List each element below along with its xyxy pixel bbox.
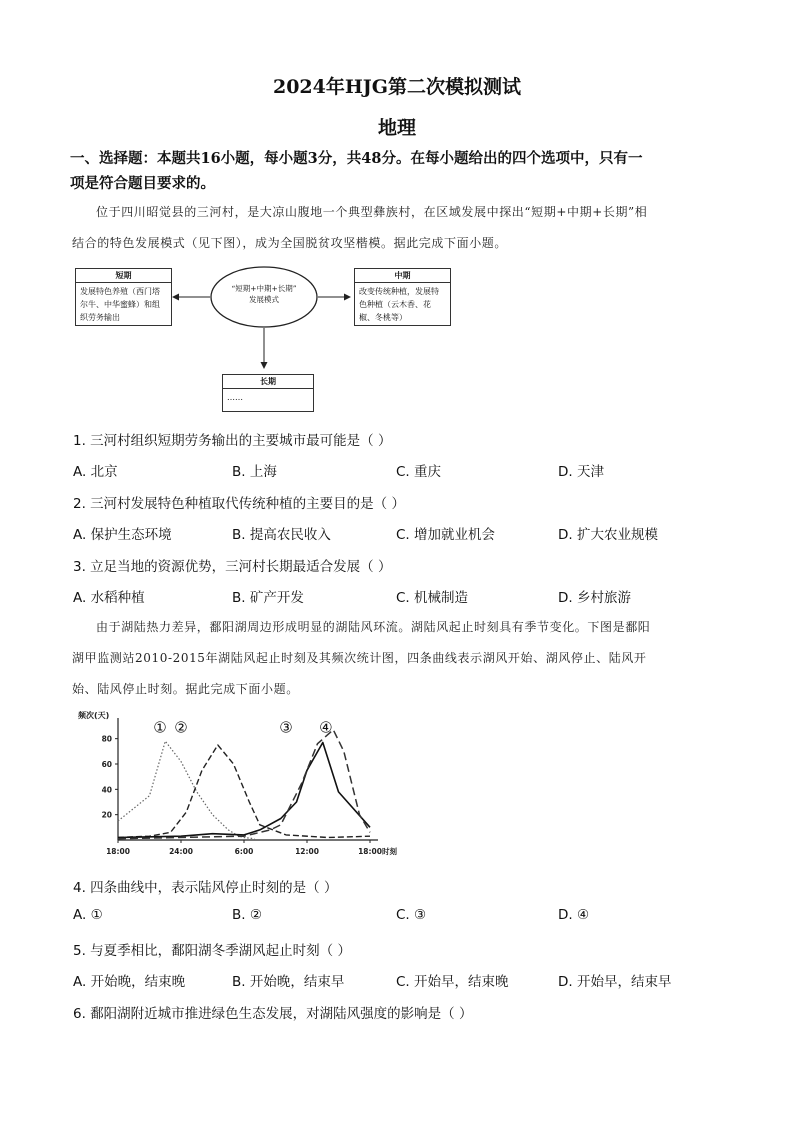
x-tick-label: 18:00 [106, 847, 130, 856]
y-tick-label: 20 [101, 810, 112, 820]
series-label-1: ① [153, 718, 167, 737]
short-term-title: 短期 [76, 269, 171, 283]
q4-option-d: D. ④ [558, 907, 590, 923]
q1-option-d: D. 天津 [558, 464, 604, 480]
q3-option-d: D. 乡村旅游 [558, 590, 631, 606]
diagram-arrows [0, 0, 794, 420]
series-line-1 [118, 741, 255, 839]
question-2: 2. 三河村发展特色种植取代传统种植的主要目的是（ ） [73, 496, 405, 512]
y-tick-label: 40 [101, 785, 112, 795]
passage2-line2: 湖甲监测站2010-2015年湖陆风起止时刻及其频次统计图，四条曲线表示湖风开始、湖风停止、陆风开 [72, 651, 647, 665]
passage1-line2: 结合的特色发展模式（见下图），成为全国脱贫攻坚楷模。据此完成下面小题。 [72, 236, 508, 250]
chart-series [118, 730, 370, 839]
series-label-3: ③ [279, 718, 293, 737]
center-label: “短期+中期+长期” 发展模式 [231, 284, 297, 304]
q2-option-c: C. 增加就业机会 [396, 527, 496, 543]
mid-term-box [354, 268, 451, 326]
q5-option-d: D. 开始早，结束早 [558, 974, 672, 990]
q4-option-b: B. ② [232, 907, 262, 923]
x-tick-label: 6:00 [234, 847, 254, 856]
y-axis-label: 频次(天) [78, 711, 110, 720]
series-line-4 [118, 730, 370, 839]
short-term-body: 发展特色养殖（西门塔尔牛、中华蜜蜂）和组织劳务输出 [80, 287, 160, 322]
lake-land-breeze-chart [70, 708, 410, 863]
passage2-line3: 始、陆风停止时刻。据此完成下面小题。 [72, 682, 299, 696]
q1-option-a: A. 北京 [73, 464, 118, 480]
q5-option-b: B. 开始晚，结束早 [232, 974, 345, 990]
series-line-2 [118, 745, 370, 838]
question-5: 5. 与夏季相比，鄱阳湖冬季湖风起止时刻（ ） [73, 943, 351, 959]
series-label-2: ② [174, 718, 188, 737]
x-tick-label: 24:00 [169, 847, 193, 856]
q2-option-b: B. 提高农民收入 [232, 527, 331, 543]
q5-option-c: C. 开始早，结束晚 [396, 974, 509, 990]
question-4: 4. 四条曲线中，表示陆风停止时刻的是（ ） [73, 880, 338, 896]
q3-option-a: A. 水稻种植 [73, 590, 145, 606]
y-tick-label: 80 [101, 734, 112, 744]
subject-title: 地理 [377, 117, 416, 139]
q1-option-b: B. 上海 [232, 464, 277, 480]
mid-term-title: 中期 [355, 269, 450, 283]
q4-option-a: A. ① [73, 907, 103, 923]
series-line-3 [118, 743, 370, 838]
q3-option-c: C. 机械制造 [396, 590, 469, 606]
short-term-box [75, 268, 172, 326]
section-heading-line1: 一、选择题：本题共16小题，每小题3分，共48分。在每小题给出的四个选项中，只有一 [70, 150, 643, 167]
question-6: 6. 鄱阳湖附近城市推进绿色生态发展，对湖陆风强度的影响是（ ） [73, 1006, 473, 1022]
series-label-4: ④ [319, 718, 333, 737]
passage2-line1: 由于湖陆热力差异，鄱阳湖周边形成明显的湖陆风环流。湖陆风起止时刻具有季节变化。下图是鄱阳 [96, 620, 651, 634]
x-axis-label: 时刻 [382, 847, 397, 856]
q3-option-b: B. 矿产开发 [232, 590, 304, 606]
q1-option-c: C. 重庆 [396, 464, 442, 480]
page-title: 2024年HJG第二次模拟测试 [272, 76, 522, 98]
long-term-box [222, 374, 314, 412]
q5-option-a: A. 开始晚，结束晚 [73, 974, 186, 990]
q4-option-c: C. ③ [396, 907, 427, 923]
q2-option-a: A. 保护生态环境 [73, 527, 172, 543]
y-tick-label: 60 [101, 760, 112, 769]
long-term-body: …… [227, 393, 243, 402]
section-heading-line2: 项是符合题目要求的。 [70, 175, 215, 192]
x-tick-label: 18:00 [358, 847, 382, 856]
mid-term-body: 改变传统种植，发展特色种植（云木香、花椒、冬桃等） [359, 287, 439, 322]
long-term-title: 长期 [223, 375, 313, 389]
passage1-line1: 位于四川昭觉县的三河村，是大凉山腹地一个典型彝族村，在区域发展中探出“短期+中期+长期”相 [96, 205, 648, 219]
q2-option-d: D. 扩大农业规模 [558, 527, 658, 543]
x-tick-label: 12:00 [295, 847, 319, 856]
question-1: 1. 三河村组织短期劳务输出的主要城市最可能是（ ） [73, 433, 392, 449]
question-3: 3. 立足当地的资源优势，三河村长期最适合发展（ ） [73, 559, 392, 575]
